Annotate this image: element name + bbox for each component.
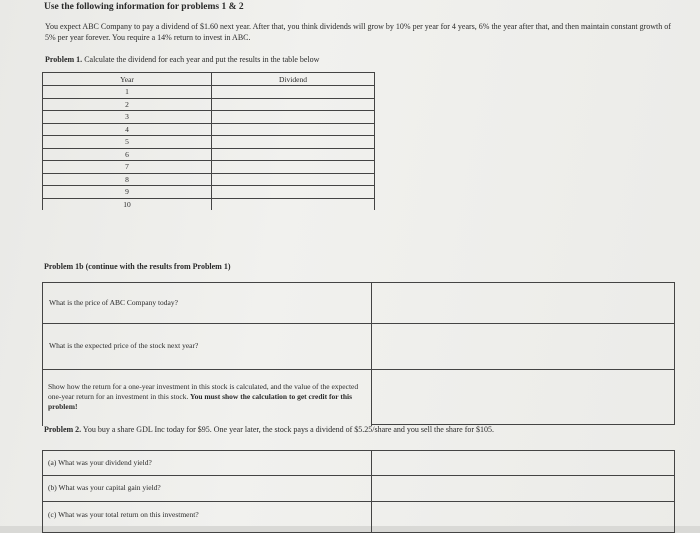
dividend-table <box>42 72 375 210</box>
return-question-text: Show how the return for a one-year investment in this stock is calculated, and the value of the expected one-year return for an investment in this stock. <box>48 382 359 401</box>
dividend-cell[interactable] <box>212 98 375 111</box>
problem-1-label: Problem 1. <box>45 55 83 64</box>
question-b: (b) What was your capital gain yield? <box>48 483 161 492</box>
table-row <box>43 198 375 210</box>
table-row <box>43 148 375 161</box>
question-return-calculation <box>48 382 364 412</box>
answer-box-a[interactable] <box>371 450 675 476</box>
table-row <box>43 173 375 186</box>
year-cell: 9 <box>43 186 212 199</box>
table-row <box>43 123 375 136</box>
year-cell: 1 <box>43 86 212 99</box>
answer-box-return[interactable] <box>371 369 675 425</box>
problem-2-text: You buy a share GDL Inc today for $95. One year later, the stock pays a dividend of $5.25/share and you sell the share for $105. <box>81 425 495 434</box>
dividend-cell[interactable] <box>212 123 375 136</box>
question-a: (a) What was your dividend yield? <box>48 458 152 467</box>
year-cell: 7 <box>43 161 212 174</box>
year-cell: 5 <box>43 136 212 149</box>
year-cell: 10 <box>43 198 212 210</box>
dividend-cell[interactable] <box>212 161 375 174</box>
problem-2-label: Problem 2. <box>44 425 82 434</box>
year-cell: 2 <box>43 98 212 111</box>
page-title: Use the following information for problems 1 & 2 <box>44 2 244 12</box>
table-row <box>43 98 375 111</box>
year-cell: 3 <box>43 111 212 124</box>
header-dividend: Dividend <box>212 73 375 86</box>
question-price-today: What is the price of ABC Company today? <box>49 298 178 307</box>
problem-2-heading <box>44 425 494 434</box>
table-row <box>43 86 375 99</box>
table-row <box>43 186 375 199</box>
dividend-cell[interactable] <box>212 173 375 186</box>
answer-box-c[interactable] <box>371 501 675 533</box>
question-price-next-year: What is the expected price of the stock next year? <box>49 341 199 350</box>
dividend-cell[interactable] <box>212 186 375 199</box>
problem-1-heading <box>45 55 319 64</box>
table-row <box>43 136 375 149</box>
dividend-cell[interactable] <box>212 111 375 124</box>
question-c: (c) What was your total return on this investment? <box>48 510 199 519</box>
answer-box-price-next-year[interactable] <box>371 323 675 370</box>
dividend-cell[interactable] <box>212 148 375 161</box>
answer-box-price-today[interactable] <box>371 282 675 324</box>
year-cell: 8 <box>43 173 212 186</box>
dividend-cell[interactable] <box>212 86 375 99</box>
problem-1-text: Calculate the dividend for each year and put the results in the table below <box>82 55 320 64</box>
year-cell: 6 <box>43 148 212 161</box>
intro-paragraph: You expect ABC Company to pay a dividend of $1.60 next year. After that, you think dividends will grow by 10% per year for 4 years, 6% the year after that, and then maintain constant growth of 5% per year forever. You require a 14% return to invest in ABC. <box>45 22 671 42</box>
return-question-warning: You must show the calculation to get credit for this problem! <box>48 392 352 411</box>
table-row <box>43 111 375 124</box>
year-cell: 4 <box>43 123 212 136</box>
header-year: Year <box>43 73 212 86</box>
table-row <box>43 161 375 174</box>
dividend-cell[interactable] <box>212 136 375 149</box>
problem-1b-heading: Problem 1b (continue with the results from Problem 1) <box>44 262 231 271</box>
dividend-cell[interactable] <box>212 198 375 210</box>
answer-box-b[interactable] <box>371 475 675 502</box>
